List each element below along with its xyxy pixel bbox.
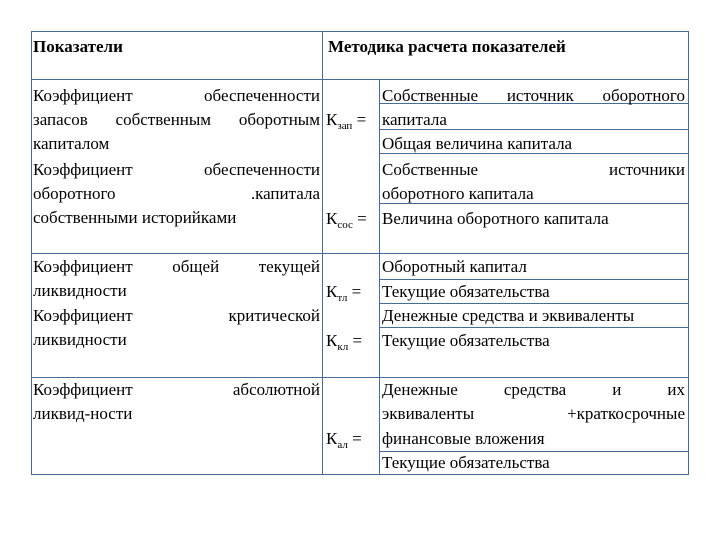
indicators-table [31, 31, 689, 475]
row3-indicator-line1: Коэффициент общей текущей [33, 257, 320, 276]
row3-indicator-line2: ликвидности [33, 281, 127, 300]
row3-numerator: Оборотный капитал [382, 257, 527, 276]
row4-numerator: Денежные средства и эквиваленты [382, 306, 635, 325]
row5-numerator-line3: финансовые вложения [382, 429, 545, 448]
row3-denominator: Текущие обязательства [382, 282, 550, 301]
header-indicators: Показатели [33, 37, 123, 56]
row5-indicator-line1: Коэффициент абсолютной [33, 380, 320, 399]
grid-line [379, 303, 689, 304]
header-bottom-border [31, 79, 689, 80]
row5-numerator-line2: эквиваленты +краткосрочные [382, 404, 685, 423]
row2-indicator-line2: оборотного .капитала [33, 184, 320, 203]
row5-numerator-line1: Денежные средства и их [382, 380, 685, 399]
row1-numerator-line2: капитала [382, 110, 447, 129]
row5-formula-symbol: $К_{ал}$ = [326, 429, 362, 451]
row1-denominator: Общая величина капитала [382, 134, 573, 153]
row4-indicator-line1: Коэффициент критической [33, 306, 320, 325]
header-method: Методика расчета показателей [328, 37, 566, 56]
row3-formula-symbol: $К_{тл}$ = [326, 282, 362, 304]
row2-numerator-line2: оборотного капитала [382, 184, 534, 203]
row1-indicator-line1: Коэффициент обеспеченности [33, 86, 320, 105]
grid-line [379, 451, 689, 452]
row-divider [31, 253, 689, 254]
row4-indicator-line2: ликвидности [33, 330, 127, 349]
row4-denominator: Текущие обязательства [382, 331, 550, 350]
table-top-border [31, 31, 689, 32]
row1-numerator-line1: Собственные источник оборотного [382, 86, 685, 105]
row-divider [31, 377, 689, 378]
table-bottom-border [31, 474, 689, 475]
formula-inner-divider [379, 79, 380, 474]
row2-indicator-line1: Коэффициент обеспеченности [33, 160, 320, 179]
row2-numerator-line1: Собственные источники [382, 160, 685, 179]
row2-denominator: Величина оборотного капитала [382, 209, 609, 228]
row4-formula-symbol: $К_{кл}$ = [326, 331, 363, 353]
row1-indicator-line3: капиталом [33, 134, 110, 153]
row5-indicator-line2: ликвид-ности [33, 404, 133, 423]
row5-denominator: Текущие обязательства [382, 453, 550, 472]
row1-formula-symbol: $К_{зап}$ = [326, 110, 367, 132]
grid-line [379, 279, 689, 280]
row2-formula-symbol: $К_{сос}$ = [326, 209, 367, 231]
row1-indicator-line2: запасов собственным оборотным [33, 110, 320, 129]
grid-line [379, 327, 689, 328]
row2-indicator-line3: собственными историйками [33, 208, 237, 227]
